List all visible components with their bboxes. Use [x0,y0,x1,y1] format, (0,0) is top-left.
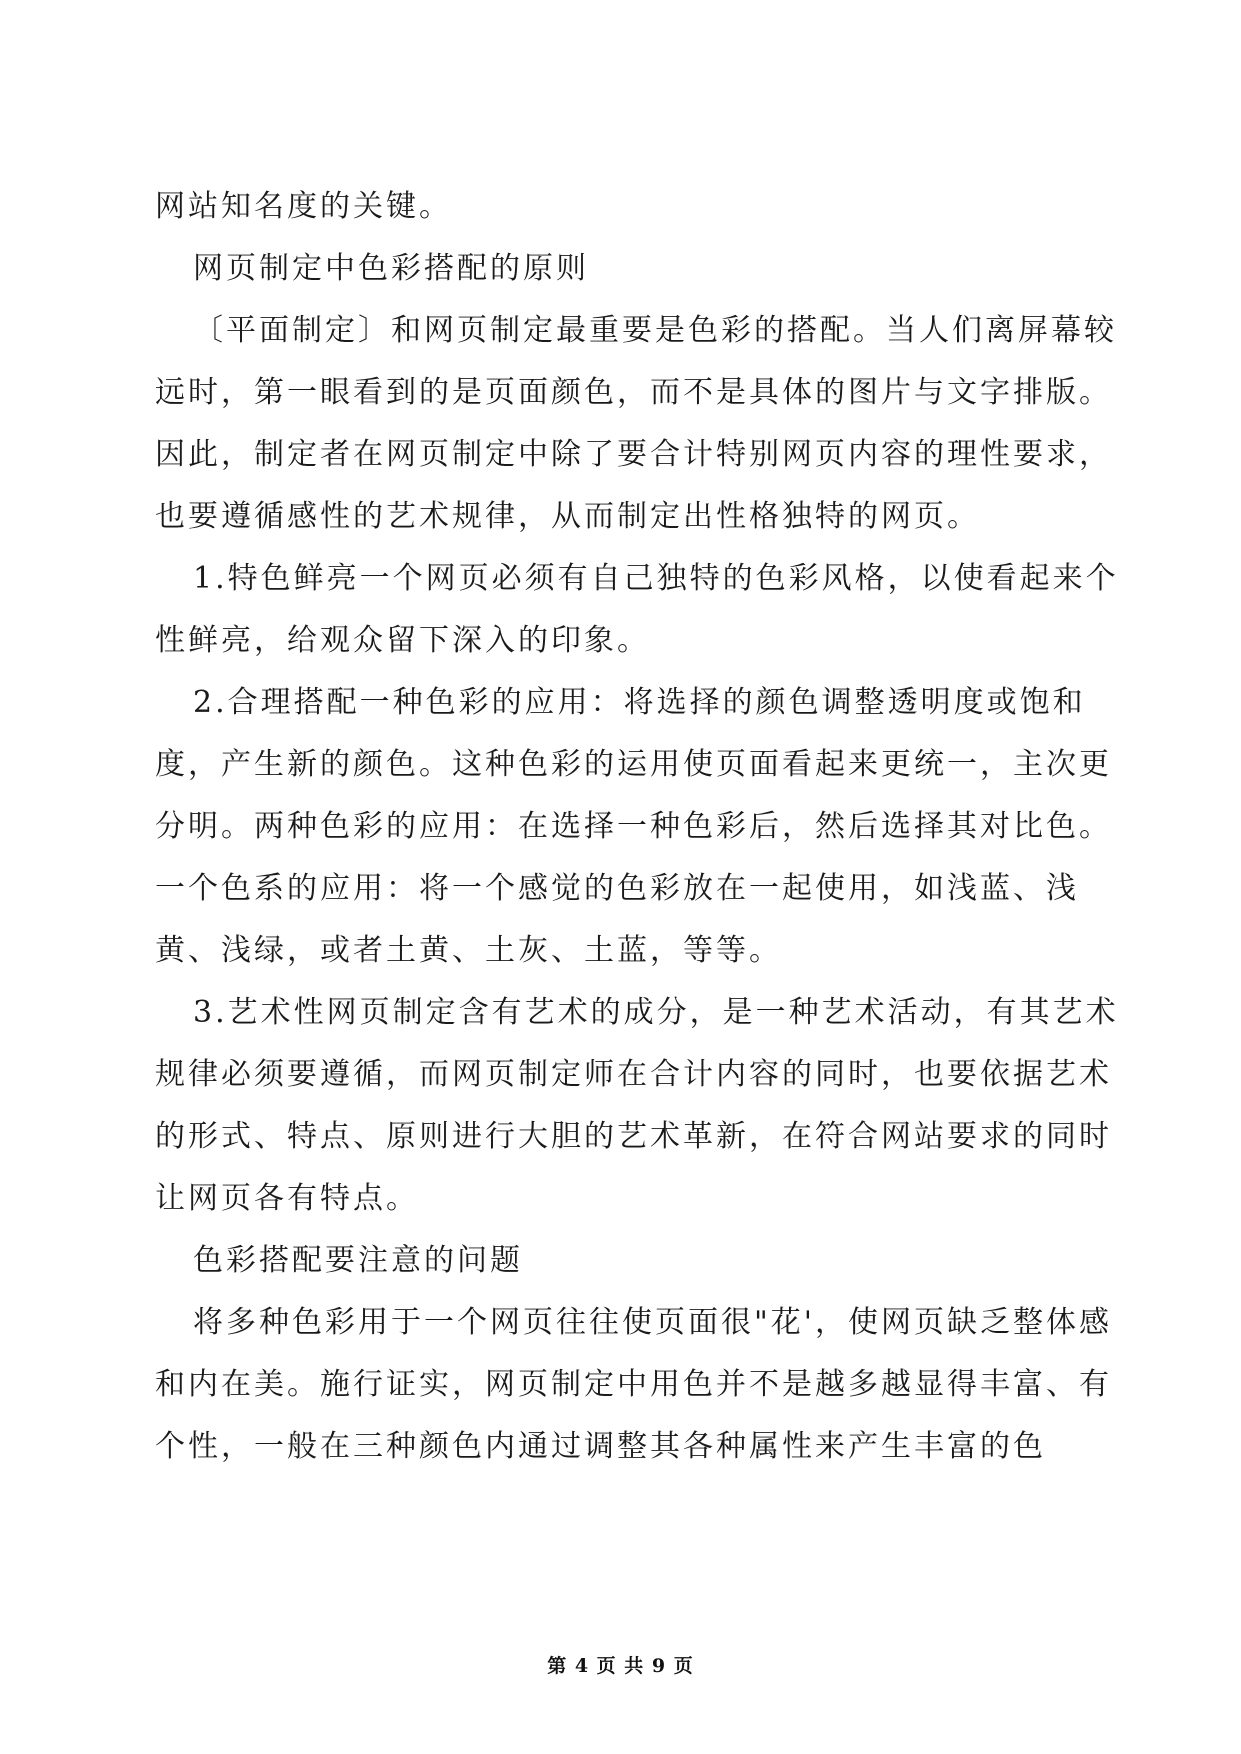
paragraph-issues: 将多种色彩用于一个网页往往使页面很"花'，使网页缺乏整体感和内在美。施行证实，网页制定中用色并不是越多越显得丰富、有个性，一般在三种颜色内通过调整其各种属性来产生丰富的色 [155,1305,1113,1464]
paragraph-intro: 〔平面制定〕和网页制定最重要是色彩的搭配。当人们离屏幕较远时，第一眼看到的是页面颜色，而不是具体的图片与文字排版。因此，制定者在网页制定中除了要合计特别网页内容的理性要求，也要遵循感性的艺术规律，从而制定出性格独特的网页。 [155,313,1117,534]
page-number-footer: 第 4 页 共 9 页 [547,1655,694,1677]
list-item-3: 3.艺术性网页制定含有艺术的成分，是一种艺术活动，有其艺术规律必须要遵循，而网页制定师在合计内容的同时，也要依据艺术的形式、特点、原则进行大胆的艺术革新，在符合网站要求的同时让网页各有特点。 [155,995,1119,1216]
document-body [155,176,1135,1478]
list-item-1: 1.特色鲜亮一个网页必须有自己独特的色彩风格，以使看起来个性鲜亮，给观众留下深入的印象。 [155,561,1119,658]
section-heading-principles: 网页制定中色彩搭配的原则 [193,251,589,286]
section-heading-issues: 色彩搭配要注意的问题 [193,1243,523,1278]
list-item-2: 2.合理搭配一种色彩的应用：将选择的颜色调整透明度或饱和度，产生新的颜色。这种色彩的运用使页面看起来更统一，主次更分明。两种色彩的应用：在选择一种色彩后，然后选择其对比色。一个色系的应用：将一个感觉的色彩放在一起使用，如浅蓝、浅黄、浅绿，或者土黄、土灰、土蓝，等等。 [155,685,1112,968]
paragraph-continuation: 网站知名度的关键。 [155,189,452,224]
